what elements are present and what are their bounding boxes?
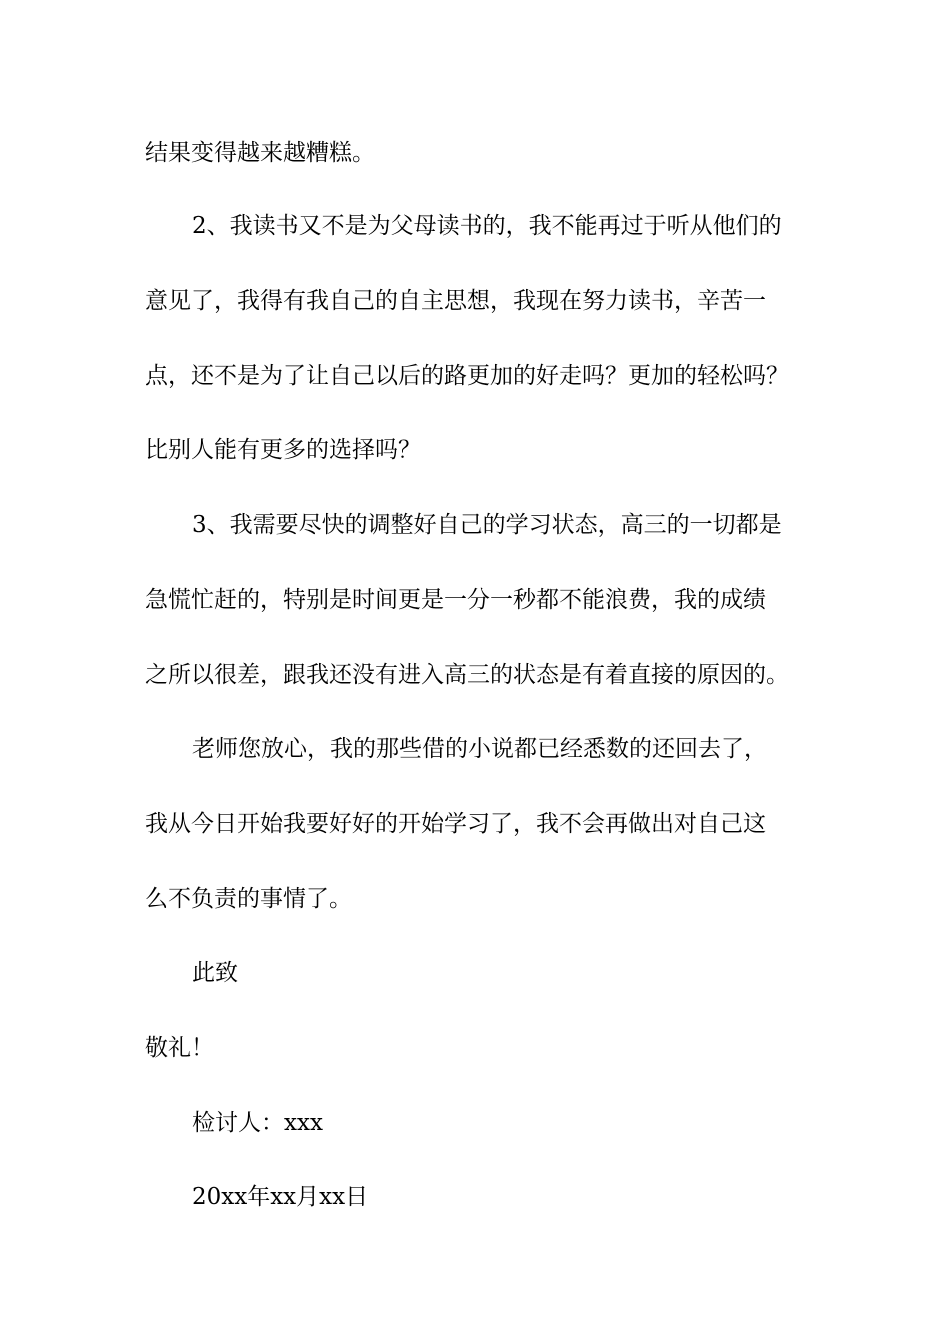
text-line: 比别人能有更多的选择吗？	[145, 437, 421, 463]
signature-author: 检讨人：xxx	[192, 1110, 323, 1136]
signature-date: 20xx年xx月xx日	[192, 1184, 369, 1210]
text-line: 2、我读书又不是为父母读书的，我不能再过于听从他们的	[192, 213, 782, 239]
salutation-line: 此致	[192, 960, 238, 986]
text-line: 3、我需要尽快的调整好自己的学习状态，高三的一切都是	[192, 512, 782, 538]
text-line: 点，还不是为了让自己以后的路更加的好走吗？更加的轻松吗？	[145, 363, 789, 389]
text-line: 老师您放心，我的那些借的小说都已经悉数的还回去了，	[192, 736, 767, 762]
text-line: 结果变得越来越糟糕。	[145, 140, 375, 166]
text-line: 意见了，我得有我自己的自主思想，我现在努力读书，辛苦一	[145, 288, 766, 314]
text-line: 么不负责的事情了。	[145, 886, 352, 912]
text-line: 急慌忙赶的，特别是时间更是一分一秒都不能浪费，我的成绩	[145, 587, 766, 613]
text-line: 我从今日开始我要好好的开始学习了，我不会再做出对自己这	[145, 811, 766, 837]
salutation-line: 敬礼！	[145, 1035, 214, 1061]
text-line: 之所以很差，跟我还没有进入高三的状态是有着直接的原因的。	[145, 662, 789, 688]
